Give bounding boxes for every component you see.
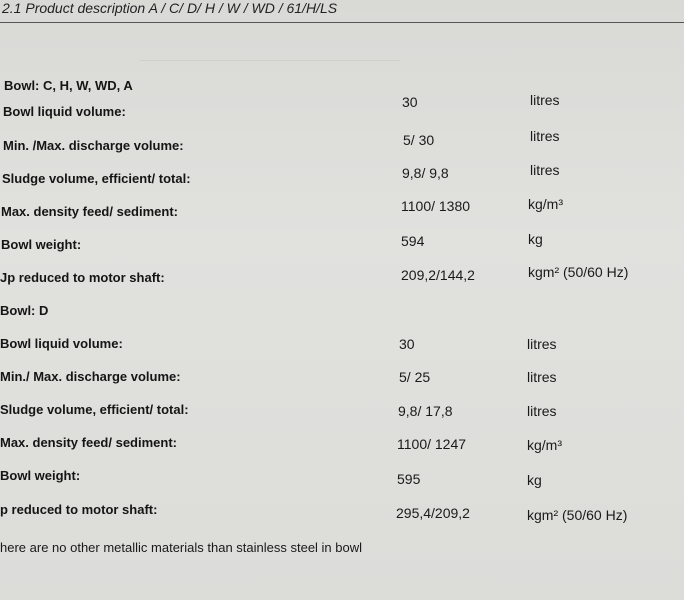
spec-unit: litres: [527, 403, 557, 419]
spec-value: 30: [402, 94, 418, 110]
spec-label: Bowl liquid volume:: [3, 104, 126, 119]
spec-label: Bowl liquid volume:: [0, 336, 123, 351]
spec-label: Sludge volume, efficient/ total:: [2, 171, 191, 186]
spec-row: [0, 231, 684, 259]
spec-unit: kgm² (50/60 Hz): [527, 507, 628, 523]
spec-unit: kg/m³: [528, 196, 563, 212]
spec-row: [0, 435, 684, 457]
spec-unit: kg/m³: [527, 437, 562, 453]
spec-unit: litres: [530, 128, 560, 144]
spec-label: Bowl weight:: [0, 468, 81, 483]
spec-value: 5/ 25: [399, 369, 431, 385]
spec-row: [0, 336, 684, 358]
spec-value: 9,8/ 17,8: [398, 403, 453, 419]
footnote: here are no other metallic materials than stainless steel in bowl: [0, 540, 363, 555]
spec-label: Bowl weight:: [1, 237, 82, 252]
spec-unit: litres: [527, 369, 557, 385]
spec-unit: litres: [527, 336, 557, 352]
section-title: 2.1 Product description A / C/ D/ H / W / WD / 61/H/LS: [2, 0, 338, 16]
spec-value: 594: [401, 233, 425, 249]
spec-value: 295,4/209,2: [396, 505, 470, 521]
spec-label: Max. density feed/ sediment:: [0, 435, 177, 450]
spec-unit: litres: [530, 92, 560, 108]
spec-label: Min./ Max. discharge volume:: [0, 369, 181, 384]
spec-label: Max. density feed/ sediment:: [1, 204, 178, 219]
spec-label: Min. /Max. discharge volume:: [3, 138, 184, 153]
spec-unit: kg: [528, 231, 543, 247]
group-title-row: [0, 303, 684, 325]
spec-value: 595: [397, 471, 421, 487]
spec-value: 1100/ 1380: [401, 198, 471, 214]
spec-unit: kgm² (50/60 Hz): [528, 264, 629, 280]
spec-value: 209,2/144,2: [401, 267, 475, 283]
spec-label: Sludge volume, efficient/ total:: [0, 402, 189, 417]
spec-row: [0, 92, 684, 126]
spec-row: [0, 369, 684, 391]
spec-label: Jp reduced to motor shaft:: [0, 270, 165, 285]
spec-row: [0, 128, 684, 160]
spec-row: [0, 468, 684, 490]
bleed-through-decoration: [140, 60, 400, 61]
spec-value: 5/ 30: [403, 132, 435, 148]
spec-row: [0, 502, 684, 524]
spec-unit: kg: [527, 472, 542, 488]
spec-row: [0, 196, 684, 226]
spec-row: [0, 402, 684, 424]
group-title-row: [0, 78, 684, 100]
spec-label: p reduced to motor shaft:: [0, 502, 158, 517]
section-header: [0, 0, 684, 23]
spec-value: 1100/ 1247: [397, 436, 467, 452]
group-title: Bowl: D: [0, 303, 49, 318]
spec-row: [0, 162, 684, 193]
spec-unit: litres: [530, 162, 560, 178]
spec-value: 30: [399, 336, 415, 352]
spec-value: 9,8/ 9,8: [402, 165, 449, 181]
group-title: Bowl: C, H, W, WD, A: [4, 78, 133, 93]
spec-row: [0, 264, 684, 292]
